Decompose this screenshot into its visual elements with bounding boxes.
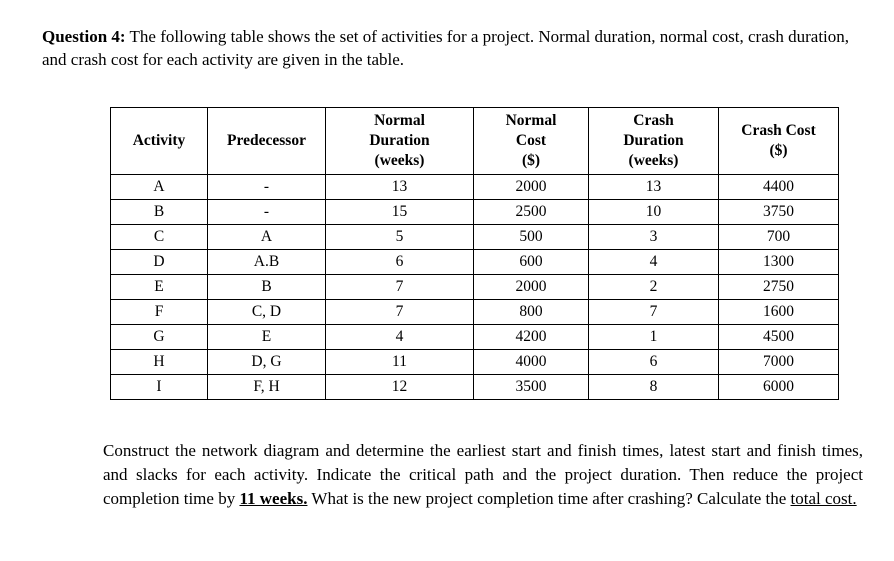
cell-normal-duration: 13 — [326, 175, 474, 200]
cell-normal-duration: 15 — [326, 200, 474, 225]
table-row — [111, 200, 839, 225]
instructions-text — [103, 439, 863, 511]
table-row — [111, 325, 839, 350]
cell-predecessor: A.B — [208, 250, 326, 275]
cell-normal-duration: 7 — [326, 275, 474, 300]
cell-crash-duration: 13 — [589, 175, 719, 200]
header-normal-duration: Normal Duration (weeks) — [326, 108, 474, 175]
cell-normal-duration: 5 — [326, 225, 474, 250]
table-row — [111, 350, 839, 375]
cell-crash-duration: 6 — [589, 350, 719, 375]
cell-crash-cost: 4400 — [719, 175, 839, 200]
cell-normal-cost: 4000 — [474, 350, 589, 375]
cell-predecessor: A — [208, 225, 326, 250]
cell-crash-duration: 7 — [589, 300, 719, 325]
cell-normal-duration: 7 — [326, 300, 474, 325]
question-text — [42, 25, 862, 71]
cell-normal-duration: 11 — [326, 350, 474, 375]
activity-table — [110, 107, 839, 400]
instructions-part1: Construct the network diagram and determine the earliest start and finish times, latest start and finish times, and slacks for each activity. Indicate the critical path and the project duration. Then reduce the project completion time by — [103, 441, 863, 508]
header-crash-duration: Crash Duration (weeks) — [589, 108, 719, 175]
cell-crash-duration: 3 — [589, 225, 719, 250]
cell-predecessor: E — [208, 325, 326, 350]
cell-activity: D — [111, 250, 208, 275]
cell-activity: E — [111, 275, 208, 300]
table-row — [111, 250, 839, 275]
cell-crash-cost: 7000 — [719, 350, 839, 375]
cell-predecessor: F, H — [208, 375, 326, 400]
table-row — [111, 275, 839, 300]
cell-crash-duration: 1 — [589, 325, 719, 350]
cell-normal-cost: 2000 — [474, 175, 589, 200]
instructions-underlined: total cost. — [790, 489, 857, 508]
cell-normal-cost: 600 — [474, 250, 589, 275]
cell-normal-cost: 4200 — [474, 325, 589, 350]
cell-normal-duration: 6 — [326, 250, 474, 275]
table-row — [111, 225, 839, 250]
header-activity: Activity — [111, 108, 208, 175]
cell-normal-duration: 4 — [326, 325, 474, 350]
table-row — [111, 375, 839, 400]
cell-crash-cost: 4500 — [719, 325, 839, 350]
cell-crash-duration: 2 — [589, 275, 719, 300]
cell-normal-cost: 500 — [474, 225, 589, 250]
cell-activity: H — [111, 350, 208, 375]
cell-normal-cost: 2000 — [474, 275, 589, 300]
cell-predecessor: D, G — [208, 350, 326, 375]
cell-crash-duration: 4 — [589, 250, 719, 275]
cell-activity: G — [111, 325, 208, 350]
question-body: The following table shows the set of activities for a project. Normal duration, normal cost, crash duration, and crash cost for each activity are given in the table. — [42, 27, 850, 69]
table-row — [111, 175, 839, 200]
cell-crash-duration: 8 — [589, 375, 719, 400]
cell-activity: I — [111, 375, 208, 400]
table-row — [111, 300, 839, 325]
cell-normal-cost: 800 — [474, 300, 589, 325]
table-body — [111, 175, 839, 400]
cell-predecessor: - — [208, 175, 326, 200]
cell-predecessor: C, D — [208, 300, 326, 325]
cell-crash-cost: 700 — [719, 225, 839, 250]
cell-predecessor: - — [208, 200, 326, 225]
cell-crash-cost: 3750 — [719, 200, 839, 225]
cell-crash-cost: 1600 — [719, 300, 839, 325]
cell-activity: B — [111, 200, 208, 225]
cell-crash-cost: 6000 — [719, 375, 839, 400]
cell-crash-cost: 2750 — [719, 275, 839, 300]
cell-activity: C — [111, 225, 208, 250]
cell-crash-cost: 1300 — [719, 250, 839, 275]
cell-crash-duration: 10 — [589, 200, 719, 225]
header-predecessor: Predecessor — [208, 108, 326, 175]
instructions-part2: What is the new project completion time after crashing? Calculate the — [307, 489, 791, 508]
cell-predecessor: B — [208, 275, 326, 300]
cell-normal-cost: 2500 — [474, 200, 589, 225]
question-label: Question 4: — [42, 27, 126, 46]
table-header-row — [111, 108, 839, 175]
cell-normal-duration: 12 — [326, 375, 474, 400]
instructions-emphasis: 11 weeks. — [239, 489, 308, 508]
cell-normal-cost: 3500 — [474, 375, 589, 400]
cell-activity: A — [111, 175, 208, 200]
header-normal-cost: Normal Cost ($) — [474, 108, 589, 175]
header-crash-cost: Crash Cost ($) — [719, 108, 839, 175]
cell-activity: F — [111, 300, 208, 325]
